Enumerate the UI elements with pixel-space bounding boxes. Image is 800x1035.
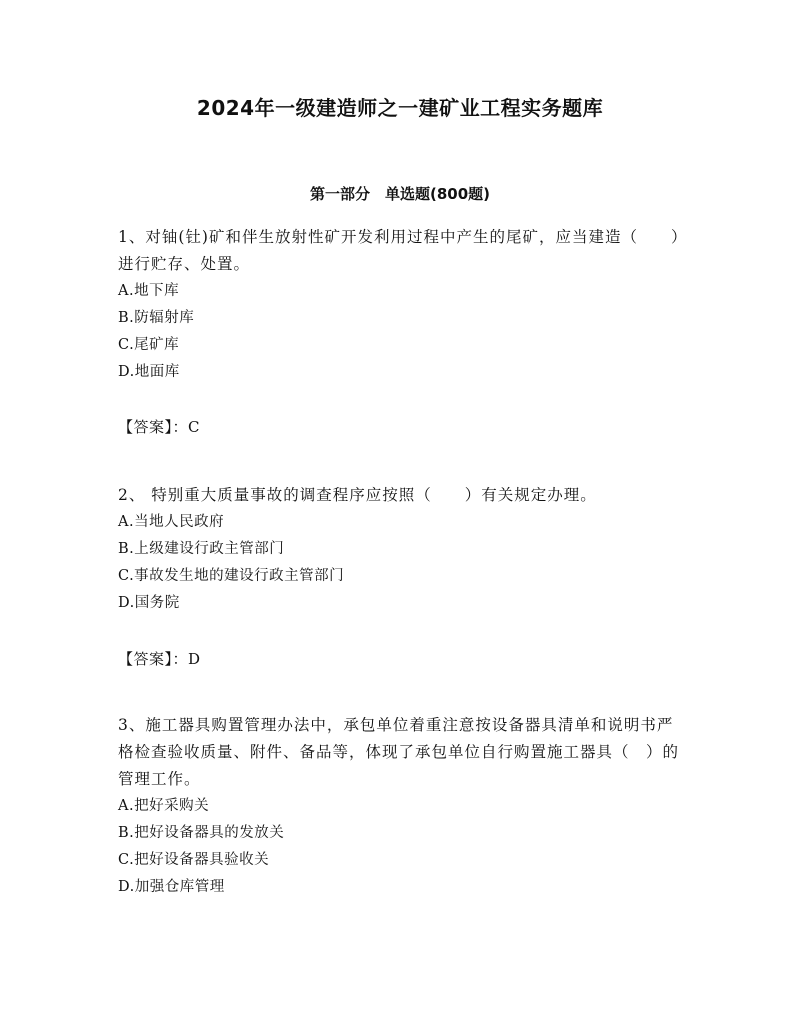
option-a: A.当地人民政府: [118, 514, 225, 530]
page-title: 2024年一级建造师之一建矿业工程实务题库: [196, 96, 604, 120]
question-stem: 1、对铀(钍)矿和伴生放射性矿开发利用过程中产生的尾矿，应当建造（ ）进行贮存、处置。: [118, 228, 688, 273]
option-b: B.把好设备器具的发放关: [118, 825, 285, 841]
option-c: C.把好设备器具验收关: [118, 852, 270, 868]
question-item: [118, 224, 688, 386]
option-list: [118, 278, 688, 386]
question-stem: 3、施工器具购置管理办法中，承包单位着重注意按设备器具清单和说明书严格检查验收质量、附件、备品等，体现了承包单位自行购置施工器具（ ）的管理工作。: [118, 716, 680, 788]
section-title: 第一部分 单选题(800题): [309, 185, 491, 203]
question-item: [118, 482, 688, 617]
option-d: D.加强仓库管理: [118, 879, 225, 895]
option-d: D.地面库: [118, 364, 180, 380]
option-c: C.尾矿库: [118, 337, 180, 353]
option-d: D.国务院: [118, 595, 180, 611]
question-item: [118, 712, 688, 901]
question-stem: 2、 特别重大质量事故的调查程序应按照（ ）有关规定办理。: [118, 486, 597, 504]
option-b: B.防辐射库: [118, 310, 195, 326]
option-a: A.地下库: [118, 283, 180, 299]
option-a: A.把好采购关: [118, 798, 210, 814]
option-c: C.事故发生地的建设行政主管部门: [118, 568, 345, 584]
option-list: [118, 793, 688, 901]
answer-line: 【答案】：D: [118, 650, 201, 668]
option-list: [118, 509, 688, 617]
answer-line: 【答案】：C: [118, 418, 200, 436]
option-b: B.上级建设行政主管部门: [118, 541, 285, 557]
